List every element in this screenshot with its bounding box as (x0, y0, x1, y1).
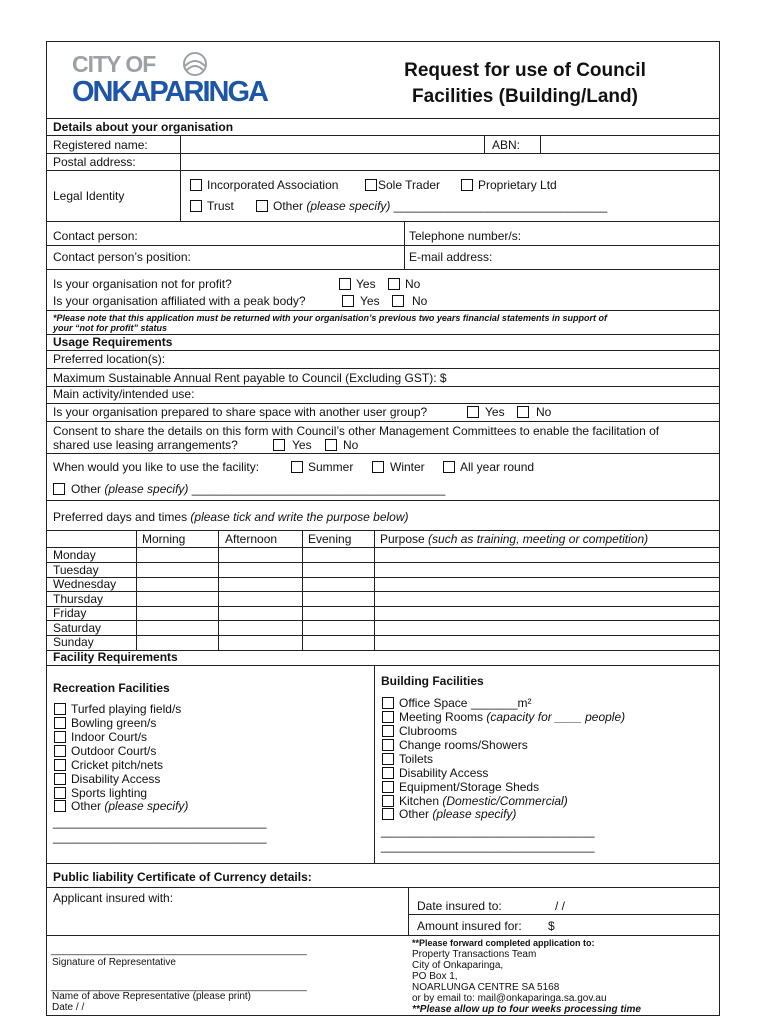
kitchen-italic: (Domestic/Commercial) (442, 794, 568, 808)
divider (46, 350, 720, 351)
divider (46, 403, 720, 404)
col-purpose (380, 532, 648, 546)
nfp-yes-checkbox[interactable] (339, 278, 351, 290)
divider (46, 245, 720, 246)
sole-trader-label: Sole Trader (378, 178, 441, 192)
nfp-yes-label: Yes (356, 277, 376, 291)
proprietary-label: Proprietary Ltd (478, 178, 557, 192)
other-identity-checkbox[interactable] (256, 200, 268, 212)
winter-checkbox[interactable] (372, 461, 384, 473)
day-tuesday: Tuesday (53, 563, 99, 577)
divider (46, 547, 720, 548)
date-insured-label: Date insured to: (417, 899, 502, 913)
summer-label: Summer (308, 460, 354, 474)
other-identity-text: Other (273, 199, 304, 213)
contact-person-label: Contact person: (53, 229, 138, 243)
sole-trader-checkbox[interactable] (365, 179, 377, 191)
trust-label: Trust (207, 199, 234, 213)
kitchen-label (399, 794, 568, 808)
rec-item-7: Sports lighting (71, 786, 148, 800)
building-other-specify: (please specify) (432, 807, 517, 821)
building-checkbox-5[interactable] (382, 781, 394, 793)
not-for-profit-question: Is your organisation not for profit? (53, 277, 232, 291)
forward-title: **Please forward completed application to: (412, 938, 595, 948)
other-identity-line[interactable]: ________________________________ (393, 199, 608, 213)
consent-no-label: No (343, 438, 359, 452)
building-checkbox-3[interactable] (382, 753, 394, 765)
rec-other-line-2[interactable]: ________________________________ (53, 830, 267, 844)
date-label: Date / / (52, 1002, 85, 1013)
max-rent-label: Maximum Sustainable Annual Rent payable to Council (Excluding GST): $ (53, 371, 447, 385)
divider (408, 887, 409, 935)
share-no-label: No (536, 405, 552, 419)
rec-other-specify: (please specify) (104, 799, 189, 813)
building-other-label (399, 807, 516, 821)
address-line-1: Property Transactions Team (412, 949, 537, 960)
recreation-title: Recreation Facilities (53, 681, 170, 695)
day-thursday: Thursday (53, 592, 104, 606)
building-item-4: Disability Access (399, 766, 489, 780)
affiliated-no-label: No (412, 294, 428, 308)
when-question: When would you like to use the facility: (53, 460, 260, 474)
address-line-3: PO Box 1, (412, 971, 458, 982)
divider (46, 606, 720, 607)
legal-identity-label: Legal Identity (53, 189, 125, 203)
summer-checkbox[interactable] (291, 461, 303, 473)
building-checkbox-2[interactable] (382, 739, 394, 751)
building-checkbox-1[interactable] (382, 725, 394, 737)
days-intro (53, 510, 409, 524)
other-identity-specify: (please specify) (306, 199, 391, 213)
divider (46, 118, 720, 119)
amount-insured-label: Amount insured for: (417, 919, 522, 933)
divider (46, 635, 720, 636)
meeting-rooms-label (399, 710, 625, 724)
day-sunday: Sunday (53, 635, 94, 649)
divider (46, 935, 720, 936)
building-item-1: Clubrooms (399, 724, 458, 738)
email-link[interactable]: or by email to: mail@onkaparinga.sa.gov.au (412, 993, 607, 1004)
signature-line[interactable]: ______________________________________________ (51, 945, 307, 956)
all-year-checkbox[interactable] (443, 461, 455, 473)
rec-item-3: Indoor Court/s (71, 730, 148, 744)
liability-section-title: Public liability Certificate of Currency details: (53, 870, 312, 884)
contact-position-label: Contact person’s position: (53, 250, 191, 264)
building-other-line-2[interactable]: ________________________________ (381, 839, 595, 853)
office-space-label: Office Space _______m² (399, 696, 532, 710)
divider (374, 530, 375, 650)
postal-address-label: Postal address: (53, 155, 136, 169)
share-yes-checkbox[interactable] (467, 406, 479, 418)
address-line-2: City of Onkaparinga, (412, 960, 504, 971)
divider (46, 577, 720, 578)
col-evening: Evening (308, 532, 352, 546)
rec-other-text: Other (71, 799, 102, 813)
divider (374, 665, 375, 863)
col-purpose-italic: (such as training, meeting or competition) (428, 532, 649, 546)
days-intro-italic: (please tick and write the purpose below) (190, 510, 409, 524)
divider (46, 887, 720, 888)
other-season-line[interactable]: ______________________________________ (191, 482, 446, 496)
usage-section-title: Usage Requirements (53, 335, 173, 349)
consent-yes-checkbox[interactable] (273, 439, 285, 451)
incorporated-checkbox[interactable] (190, 179, 202, 191)
telephone-label: Telephone number/s: (409, 229, 522, 243)
nfp-note-line2: your “not for profit” status (53, 323, 167, 333)
nfp-note-line1: *Please note that this application must be returned with your organisation’s previous two years financial statements in support of (53, 313, 607, 323)
consent-line2: shared use leasing arrangements? (53, 438, 238, 452)
divider (46, 269, 720, 270)
divider (46, 221, 720, 222)
processing-note: **Please allow up to four weeks processing time (412, 1004, 641, 1015)
rec-checkbox-4[interactable] (54, 745, 66, 757)
insured-with-label: Applicant insured with: (53, 891, 174, 905)
meeting-rooms-text: Meeting Rooms (399, 710, 484, 724)
building-checkbox-4[interactable] (382, 767, 394, 779)
other-identity-label (273, 199, 607, 213)
name-line[interactable]: ______________________________________________ (51, 981, 307, 992)
preferred-location-label: Preferred location(s): (53, 352, 166, 366)
divider (46, 153, 720, 154)
logo-onkaparinga: ONKAPARINGA (72, 76, 267, 108)
rec-other-line-1[interactable]: ________________________________ (53, 815, 267, 829)
logo-emblem-icon (180, 50, 210, 78)
building-item-3: Toilets (399, 752, 434, 766)
other-season-checkbox[interactable] (53, 483, 65, 495)
divider (136, 530, 137, 650)
other-season-specify: (please specify) (104, 482, 189, 496)
page-title-line2: Facilities (Building/Land) (412, 86, 638, 107)
registered-name-label: Registered name: (53, 138, 148, 152)
rec-item-2: Bowling green/s (71, 716, 157, 730)
divider (46, 135, 720, 136)
day-wednesday: Wednesday (53, 577, 117, 591)
proprietary-checkbox[interactable] (461, 179, 473, 191)
rec-checkbox-1[interactable] (54, 703, 66, 715)
kitchen-checkbox[interactable] (382, 795, 394, 807)
trust-checkbox[interactable] (190, 200, 202, 212)
consent-line1: Consent to share the details on this form with Council’s other Management Committees to enable the facilitation of (53, 424, 660, 438)
affiliated-yes-checkbox[interactable] (342, 295, 354, 307)
building-title: Building Facilities (381, 674, 484, 688)
page-title-line1: Request for use of Council (404, 60, 646, 81)
email-label: E-mail address: (409, 250, 493, 264)
nfp-no-label: No (405, 277, 421, 291)
meeting-rooms-checkbox[interactable] (382, 711, 394, 723)
nfp-no-checkbox[interactable] (388, 278, 400, 290)
col-purpose-text: Purpose (380, 532, 425, 546)
rec-item-1: Turfed playing field/s (71, 702, 182, 716)
divider (540, 135, 541, 153)
divider (218, 530, 219, 650)
divider (46, 310, 720, 311)
main-activity-label: Main activity/intended use: (53, 387, 195, 401)
rec-checkbox-6[interactable] (54, 773, 66, 785)
rec-other-label (71, 799, 188, 813)
divider (46, 530, 720, 531)
page-title (380, 58, 670, 110)
date-insured-slashes[interactable]: / / (555, 899, 566, 913)
building-other-checkbox[interactable] (382, 808, 394, 820)
affiliated-no-checkbox[interactable] (392, 295, 404, 307)
rec-checkbox-3[interactable] (54, 731, 66, 743)
rec-item-4: Outdoor Court/s (71, 744, 157, 758)
rec-item-5: Cricket pitch/nets (71, 758, 164, 772)
divider (46, 170, 720, 171)
incorporated-label: Incorporated Association (207, 178, 339, 192)
divider (46, 562, 720, 563)
divider (46, 368, 720, 369)
divider (46, 863, 720, 864)
facility-section-title: Facility Requirements (53, 650, 178, 664)
divider (180, 135, 181, 221)
rec-item-6: Disability Access (71, 772, 161, 786)
share-no-checkbox[interactable] (517, 406, 529, 418)
consent-yes-label: Yes (292, 438, 312, 452)
org-section-title: Details about your organisation (53, 120, 234, 134)
signature-label: Signature of Representative (52, 957, 176, 968)
rec-other-checkbox[interactable] (54, 800, 66, 812)
other-season-label (71, 482, 445, 496)
col-morning: Morning (142, 532, 186, 546)
winter-label: Winter (390, 460, 425, 474)
affiliated-yes-label: Yes (360, 294, 380, 308)
rec-checkbox-7[interactable] (54, 787, 66, 799)
divider (46, 421, 720, 422)
kitchen-text: Kitchen (399, 794, 440, 808)
building-other-line-1[interactable]: ________________________________ (381, 824, 595, 838)
amount-dollar[interactable]: $ (548, 919, 555, 933)
building-item-2: Change rooms/Showers (399, 738, 528, 752)
address-line-4: NOARLUNGA CENTRE SA 5168 (412, 982, 560, 993)
divider (46, 665, 720, 666)
name-label: Name of above Representative (please print) (52, 991, 251, 1002)
abn-label: ABN: (492, 138, 521, 152)
consent-no-checkbox[interactable] (325, 439, 337, 451)
building-item-5: Equipment/Storage Sheds (399, 780, 540, 794)
share-yes-label: Yes (485, 405, 505, 419)
rec-checkbox-2[interactable] (54, 717, 66, 729)
office-space-checkbox[interactable] (382, 697, 394, 709)
divider (46, 591, 720, 592)
divider (302, 530, 303, 650)
divider (484, 135, 485, 153)
meeting-rooms-italic: (capacity for ____ people) (486, 710, 626, 724)
days-intro-text: Preferred days and times (53, 510, 188, 524)
divider (46, 453, 720, 454)
rec-checkbox-5[interactable] (54, 759, 66, 771)
other-season-text: Other (71, 482, 102, 496)
divider (46, 620, 720, 621)
affiliated-question: Is your organisation affiliated with a peak body? (53, 294, 306, 308)
divider (46, 500, 720, 501)
day-monday: Monday (53, 548, 96, 562)
col-afternoon: Afternoon (225, 532, 278, 546)
day-friday: Friday (53, 606, 87, 620)
share-question: Is your organisation prepared to share space with another user group? (53, 405, 428, 419)
day-saturday: Saturday (53, 621, 102, 635)
building-other-text: Other (399, 807, 430, 821)
divider (408, 914, 720, 915)
logo-city-of: CITY OF (72, 51, 156, 77)
all-year-label: All year round (460, 460, 535, 474)
